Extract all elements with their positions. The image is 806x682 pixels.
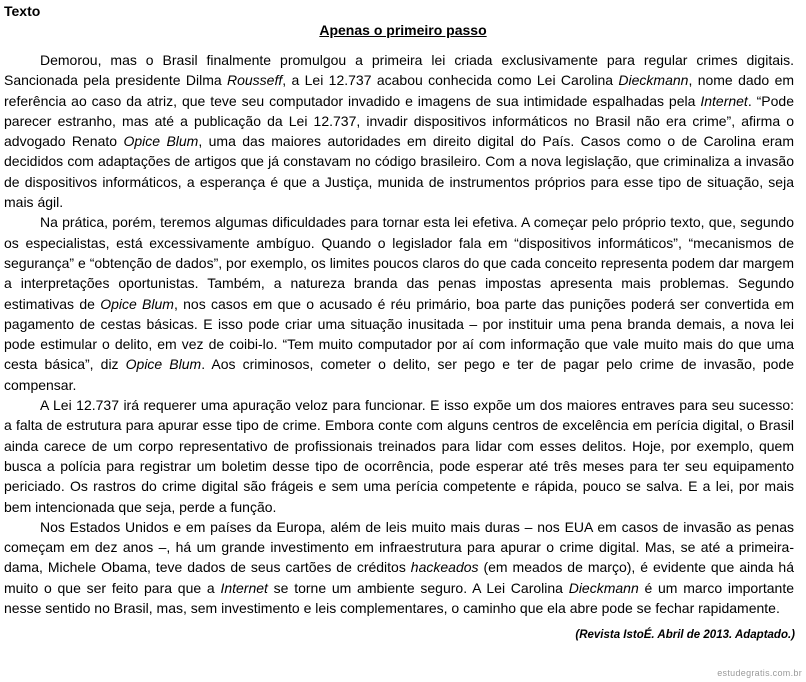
italic-text: Internet — [220, 579, 268, 596]
italic-text: Opice Blum — [100, 295, 174, 312]
italic-text: hackeados — [410, 559, 479, 576]
italic-text: Rousseff — [227, 72, 283, 89]
text-run: A Lei 12.737 irá requerer uma apuração veloz para funcionar. E isso expõe um dos maiores entraves para seu sucesso: a falta de estrutura para apurar esse tipo de crime. Embora conte com alguns centros de excelência em perícia digital, o Brasil ainda carece de um corpo representativo de profissionais treinados para lidar com esses delitos. Hoje, por exemplo, quem busca a polícia para registrar um boletim desse tipo de ocorrência, pode esperar até três meses para ter seu equipamento periciado. Os rastros do crime digital são frágeis e sem uma perícia competente e rápida, pouco se salva. E a lei, por mais bem intencionada que seja, perde a função. — [4, 397, 794, 515]
paragraph-1 — [4, 50, 794, 212]
text-run: , uma das maiores autoridades em direito digital do País. Casos como o de Carolina eram decididos com adaptações de artigos que já constavam no código brasileiro. Com a nova legislação, que criminaliza a invasão de dispositivos informáticos, a esperança é que a Justiça, munida de instrumentos próprios para esse tipo de situação, seja mais ágil. — [4, 133, 794, 211]
italic-text: Internet — [700, 92, 748, 109]
text-run: . Aos criminosos, cometer o delito, ser pego e ter de pagar pelo crime de invasão, pode compensar. — [4, 356, 794, 393]
italic-text: Dieckmann — [568, 579, 639, 596]
article-title: Apenas o primeiro passo — [319, 22, 487, 38]
text-run: Nos Estados Unidos e em países da Europa, além de leis muito mais duras – nos EUA em casos de invasão as penas começam em dez anos –, há um grande investimento em infraestrutura para apurar o crime digital. Mas, se até a primeira-dama, Michele Obama, teve dados de seus cartões de créditos — [4, 518, 794, 576]
italic-text: Dieckmann — [618, 72, 689, 89]
text-run: Na prática, porém, teremos algumas dificuldades para tornar esta lei efetiva. A começar pelo próprio texto, que, segundo os especialistas, está excessivamente ambíguo. Quando o legislador fala em “dispositivos informáticos”, “mecanismos de segurança” e “obtenção de dados”, por exemplo, os limites poucos claros do que cada conceito representa podem dar margem a interpretações oportunistas. Também, a natureza branda das penas impostas apresenta mais problemas. Segundo estimativas de — [4, 214, 794, 312]
source-citation: (Revista IstoÉ. Abril de 2013. Adaptado.) — [575, 629, 795, 641]
text-run: se torne um ambiente seguro. A Lei Carolina — [267, 579, 569, 596]
article-body — [4, 50, 794, 618]
site-watermark: estudegratis.com.br — [717, 668, 802, 678]
italic-text: Opice Blum — [125, 356, 202, 373]
text-run: , nos casos em que o acusado é réu primário, boa parte das punições poderá ser convertida em pagamento de cestas básicas. E isso pode criar uma situação inusitada – por instituir uma pena branda demais, a nova lei pode estimular o delito, em vez de coibi-lo. “Tem muito computador por aí com informação que vale muito mais do que uma cesta básica”, diz — [4, 295, 794, 373]
italic-text: Opice Blum — [123, 133, 199, 150]
text-run: , a Lei 12.737 acabou conhecida como Lei Carolina — [282, 72, 619, 89]
paragraph-2 — [4, 212, 794, 395]
text-run: , nome dado em referência ao caso da atriz, que teve seu computador invadido e imagens de sua intimidade espalhadas pela — [4, 72, 795, 109]
text-label: Texto — [4, 3, 41, 19]
text-run: (em meados de março), é evidente que ainda há muito o que ser feito para que a — [4, 559, 794, 596]
text-run: Demorou, mas o Brasil finalmente promulgou a primeira lei criada exclusivamente para regular crimes digitais. Sancionada pela presidente Dilma — [4, 52, 794, 89]
text-run: . “Pode parecer estranho, mas até a publicação da Lei 12.737, invadir dispositivos informáticos no Brasil não era crime”, afirma o advogado Renato — [4, 92, 795, 150]
paragraph-3 — [4, 395, 794, 517]
paragraph-4 — [4, 517, 794, 618]
text-run: é um marco importante nesse sentido no Brasil, mas, sem investimento e leis complementares, o caminho que ela abre pode se fechar rapidamente. — [4, 579, 794, 617]
